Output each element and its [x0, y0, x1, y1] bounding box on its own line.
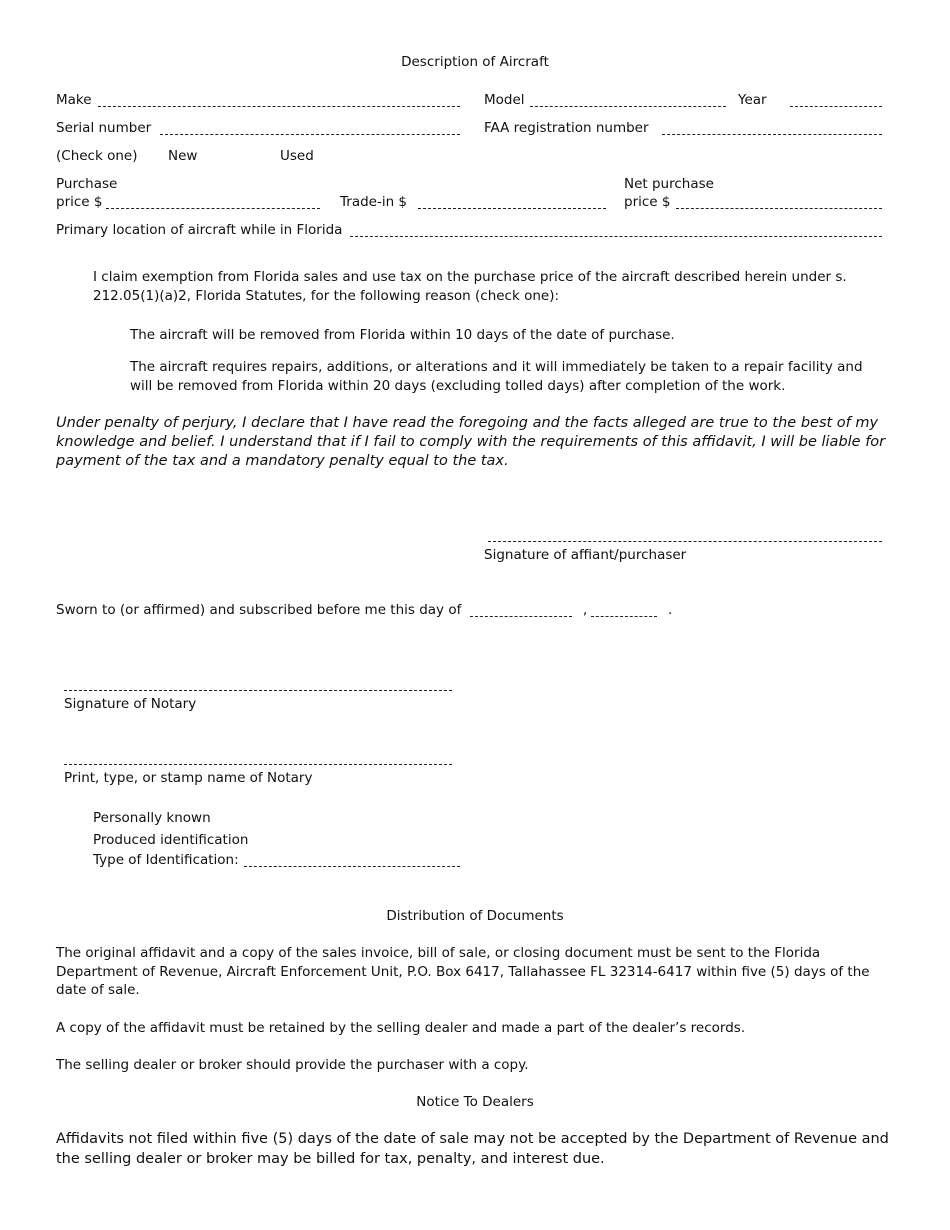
faa-field[interactable]: [662, 134, 882, 135]
type-id-field[interactable]: [244, 866, 460, 867]
check-one-label: (Check one): [56, 148, 138, 164]
make-field[interactable]: [98, 106, 460, 107]
notice-text: Affidavits not filed within five (5) days of the date of sale may not be accepted by the Department of Revenue and the selling dealer or broker may be billed for tax, penalty, and interest due.: [56, 1131, 889, 1167]
net-purchase-field[interactable]: [676, 208, 882, 209]
tradein-field[interactable]: [418, 208, 606, 209]
notary-name-label: Print, type, or stamp name of Notary: [64, 770, 313, 786]
faa-label: FAA registration number: [484, 120, 649, 136]
exemption-intro: I claim exemption from Florida sales and use tax on the purchase price of the aircraft described herein under s. 212.05(1)(a)2, Florida Statutes, for the following reason (check one):: [93, 269, 847, 304]
new-option[interactable]: New: [168, 148, 198, 164]
model-field[interactable]: [530, 106, 726, 107]
distribution-paragraph-2: A copy of the affidavit must be retained by the selling dealer and made a part of the dealer’s records.: [56, 1020, 746, 1036]
sworn-comma: ,: [583, 602, 588, 618]
model-label: Model: [484, 92, 525, 108]
exemption-option-1[interactable]: The aircraft will be removed from Florida within 10 days of the date of purchase.: [130, 327, 675, 343]
page-title: Description of Aircraft: [401, 54, 549, 70]
produced-id-option[interactable]: Produced identification: [93, 832, 249, 848]
make-label: Make: [56, 92, 92, 108]
distribution-paragraph-3: The selling dealer or broker should provide the purchaser with a copy.: [56, 1057, 529, 1073]
location-field[interactable]: [350, 236, 882, 237]
net-purchase-label-line1: Net purchase: [624, 176, 714, 192]
affiant-signature-line[interactable]: [488, 541, 882, 542]
type-id-label: Type of Identification:: [93, 852, 239, 868]
notary-name-line[interactable]: [64, 764, 452, 765]
purchase-price-field[interactable]: [106, 208, 320, 209]
used-option[interactable]: Used: [280, 148, 314, 164]
purchase-label-line1: Purchase: [56, 176, 118, 192]
sworn-year-field[interactable]: [591, 616, 657, 617]
tradein-label: Trade-in $: [340, 194, 408, 210]
serial-field[interactable]: [160, 134, 460, 135]
notary-signature-line[interactable]: [64, 690, 452, 691]
location-label: Primary location of aircraft while in Florida: [56, 222, 343, 238]
personally-known-option[interactable]: Personally known: [93, 810, 211, 826]
purchase-label-line2: price $: [56, 194, 103, 210]
year-field[interactable]: [790, 106, 882, 107]
net-purchase-label-line2: price $: [624, 194, 671, 210]
exemption-option-2[interactable]: The aircraft requires repairs, additions, or alterations and it will immediately be taken to a repair facility and will be removed from Florida within 20 days (excluding tolled days) after completion of the work.: [130, 359, 863, 394]
year-label: Year: [738, 92, 767, 108]
perjury-statement: Under penalty of perjury, I declare that I have read the foregoing and the facts alleged are true to the best of my knowledge and belief. I understand that if I fail to comply with the requirements of this affidavit, I will be liable for payment of the tax and a mandatory penalty equal to the tax.: [56, 415, 886, 469]
distribution-paragraph-1: The original affidavit and a copy of the sales invoice, bill of sale, or closing document must be sent to the Florida Department of Revenue, Aircraft Enforcement Unit, P.O. Box 6417, Tallahassee FL 32314-6417 within five (5) days of the date of sale.: [56, 945, 870, 998]
sworn-day-field[interactable]: [470, 616, 572, 617]
sworn-text: Sworn to (or affirmed) and subscribed before me this day of: [56, 602, 462, 618]
notice-heading: Notice To Dealers: [416, 1094, 534, 1110]
notary-signature-label: Signature of Notary: [64, 696, 197, 712]
affiant-signature-label: Signature of affiant/purchaser: [484, 547, 687, 563]
serial-label: Serial number: [56, 120, 152, 136]
sworn-period: .: [668, 602, 673, 618]
distribution-heading: Distribution of Documents: [386, 908, 564, 924]
